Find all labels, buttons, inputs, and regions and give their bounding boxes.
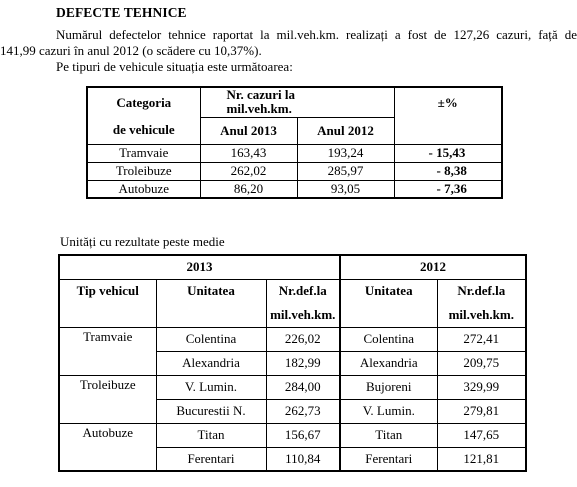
cell-tip-vehicul: Tramvaie: [59, 327, 156, 375]
word: tehnice: [168, 27, 206, 42]
word: Numărul: [56, 27, 103, 42]
cell-value-2012: 193,24: [297, 144, 394, 162]
word: la: [260, 27, 270, 42]
header-empty: [394, 117, 502, 144]
header-unitatea-2012: Unitatea: [340, 279, 437, 303]
header-de-vehicule: de vehicule: [87, 117, 200, 144]
cell-unit-2012: Bujoreni: [340, 375, 437, 399]
cell-unit-2012: Titan: [340, 423, 437, 447]
cell-percent: - 8,38: [394, 162, 502, 180]
cell-unit-2012: V. Lumin.: [340, 399, 437, 423]
cell-value-2013: 182,99: [266, 351, 340, 375]
header-mil-veh-km-2013: mil.veh.km.: [266, 303, 340, 327]
cell-percent: - 15,43: [394, 144, 502, 162]
header-anul-2012: Anul 2012: [297, 117, 394, 144]
cell-unit-2013: Bucurestii N.: [156, 399, 266, 423]
word: față: [538, 27, 558, 42]
cell-value-2013: 110,84: [266, 447, 340, 471]
table-row: [59, 327, 526, 351]
cell-category: Autobuze: [87, 180, 200, 198]
cell-unit-2013: Titan: [156, 423, 266, 447]
cell-unit-2012: Colentina: [340, 327, 437, 351]
header-empty: [59, 303, 156, 327]
cell-value-2012: 285,97: [297, 162, 394, 180]
cell-category: Tramvaie: [87, 144, 200, 162]
section-heading: DEFECTE TEHNICE: [56, 5, 187, 20]
header-empty: [340, 303, 437, 327]
header-nrdef-2013: Nr.def.la: [266, 279, 340, 303]
word: de: [434, 27, 447, 42]
intro-line-2: 141,99 cazuri în anul 2012 (o scădere cu 10,37%).: [0, 43, 262, 58]
cell-value-2013: 86,20: [200, 180, 297, 198]
header-nr-cazuri: [200, 87, 394, 117]
year-2013-header: 2013: [59, 255, 340, 279]
table-row: [59, 423, 526, 447]
cell-unit-2013: V. Lumin.: [156, 375, 266, 399]
cell-tip-vehicul: Autobuze: [59, 423, 156, 471]
intro-paragraph: [0, 27, 577, 59]
above-average-caption: Unități cu rezultate peste medie: [60, 234, 225, 249]
cell-value-2013: 262,02: [200, 162, 297, 180]
defects-by-vehicle-table: [86, 86, 503, 199]
table-row: [87, 180, 502, 198]
vehicle-types-intro: Pe tipuri de vehicule situația este următoarea:: [56, 59, 293, 74]
word: a: [394, 27, 401, 42]
word: mil.veh.km.: [276, 27, 340, 42]
cell-value-2012: 147,65: [437, 423, 526, 447]
header-plus-minus: ±%: [394, 87, 502, 117]
cell-unit-2013: Alexandria: [156, 351, 266, 375]
header-unitatea-2013: Unitatea: [156, 279, 266, 303]
header-categoria: Categoria: [87, 87, 200, 117]
cell-value-2012: 93,05: [297, 180, 394, 198]
word: raportat: [212, 27, 254, 42]
header-nrdef-2012: Nr.def.la: [437, 279, 526, 303]
cell-value-2012: 329,99: [437, 375, 526, 399]
word: 127,26: [453, 27, 490, 42]
header-nr-cazuri-label: Nr. cazuri la: [226, 87, 295, 103]
cell-value-2013: 163,43: [200, 144, 297, 162]
cell-value-2012: 209,75: [437, 351, 526, 375]
header-empty: [156, 303, 266, 327]
intro-line-1: [0, 27, 577, 43]
header-mil-veh-km-2012: mil.veh.km.: [437, 303, 526, 327]
cell-value-2013: 262,73: [266, 399, 340, 423]
cell-value-2013: 226,02: [266, 327, 340, 351]
header-mil-veh-km: mil.veh.km.: [226, 101, 292, 117]
table-row: [87, 144, 502, 162]
header-anul-2013: Anul 2013: [200, 117, 297, 144]
cell-tip-vehicul: Troleibuze: [59, 375, 156, 423]
word: de: [564, 27, 577, 42]
above-average-units-table: [58, 254, 527, 472]
cell-unit-2013: Ferentari: [156, 447, 266, 471]
word: fost: [407, 27, 428, 42]
cell-percent: - 7,36: [394, 180, 502, 198]
header-tip-vehicul: Tip vehicul: [59, 279, 156, 303]
table-row: [87, 162, 502, 180]
cell-value-2013: 284,00: [266, 375, 340, 399]
cell-value-2013: 156,67: [266, 423, 340, 447]
word: cazuri,: [496, 27, 532, 42]
word: defectelor: [109, 27, 162, 42]
cell-category: Troleibuze: [87, 162, 200, 180]
cell-unit-2012: Alexandria: [340, 351, 437, 375]
table-row: [59, 375, 526, 399]
year-2012-header: 2012: [340, 255, 526, 279]
word: realizați: [346, 27, 388, 42]
cell-value-2012: 272,41: [437, 327, 526, 351]
cell-unit-2013: Colentina: [156, 327, 266, 351]
cell-unit-2012: Ferentari: [340, 447, 437, 471]
cell-value-2012: 279,81: [437, 399, 526, 423]
cell-value-2012: 121,81: [437, 447, 526, 471]
